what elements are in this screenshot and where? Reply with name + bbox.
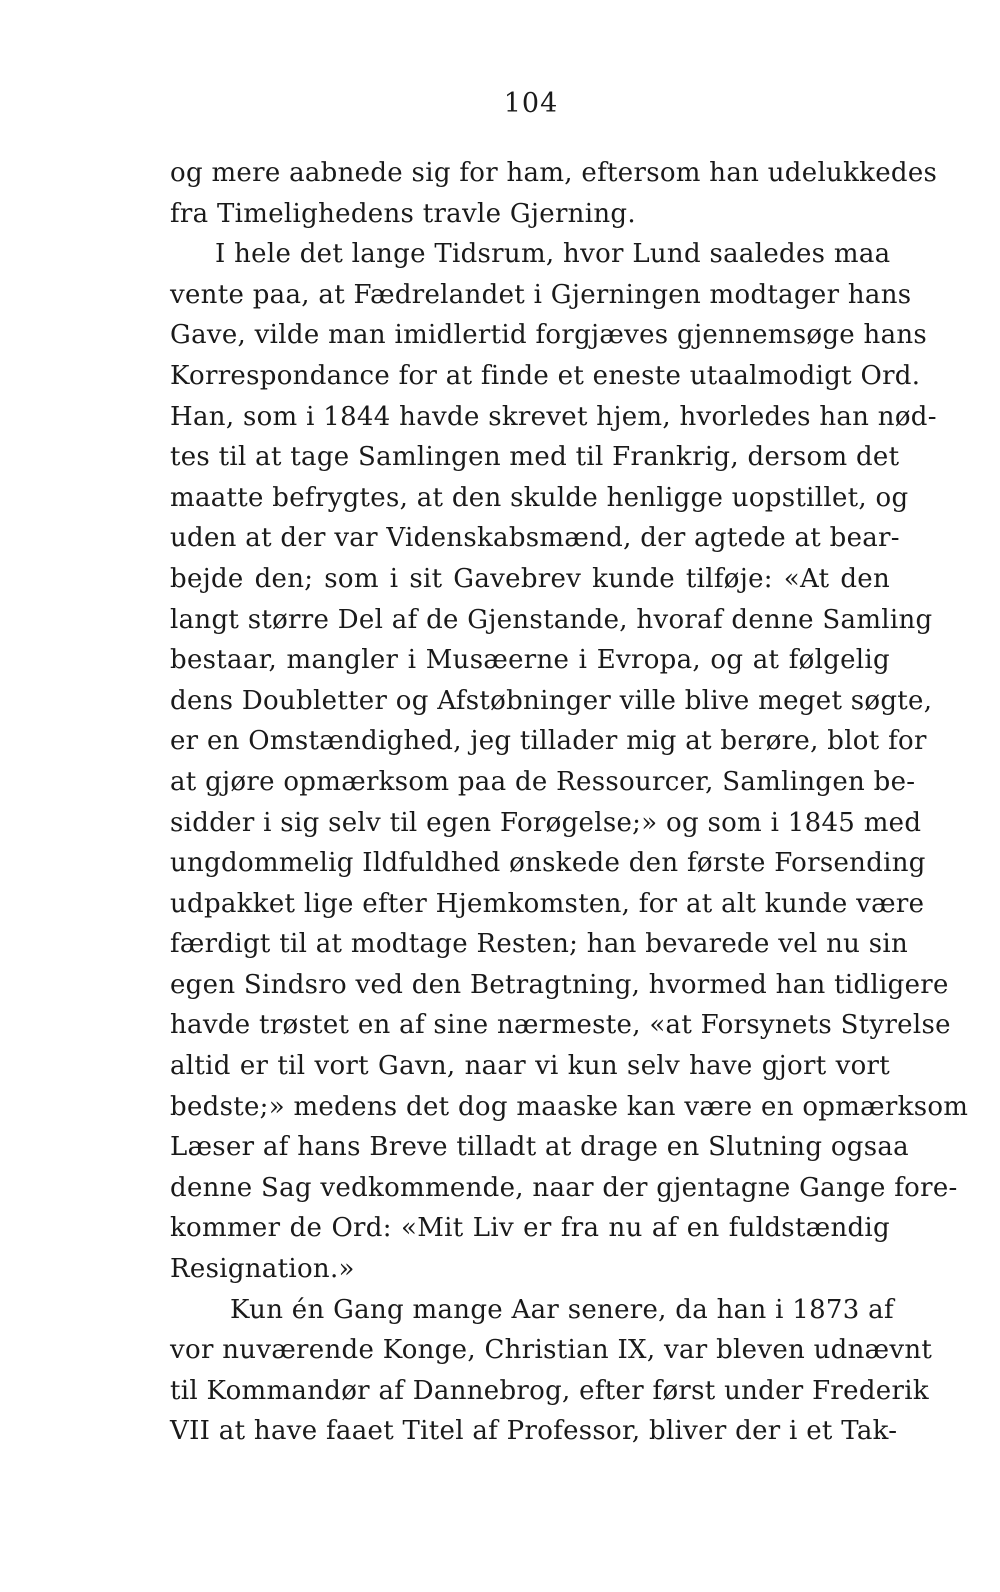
text-line: bestaar, mangler i Musæerne i Evropa, og at følgelig <box>170 645 890 676</box>
text-line: I hele det lange Tidsrum, hvor Lund saaledes maa <box>215 239 891 270</box>
page-number: 104 <box>503 88 559 119</box>
text-line: til Kommandør af Dannebrog, efter først under Frederik <box>170 1375 929 1406</box>
text-line: langt større Del af de Gjenstande, hvoraf denne Samling <box>170 604 933 635</box>
text-line: færdigt til at modtage Resten; han bevarede vel nu sin <box>170 929 909 960</box>
text-line: vente paa, at Fædrelandet i Gjerningen modtager hans <box>170 279 912 310</box>
text-line: udpakket lige efter Hjemkomsten, for at alt kunde være <box>170 888 925 919</box>
text-line: VII at have faaet Titel af Professor, bliver der i et Tak- <box>170 1416 898 1447</box>
text-line: og mere aabnede sig for ham, eftersom han udelukkedes <box>170 158 938 188</box>
text-line: egen Sindsro ved den Betragtning, hvormed han tidligere <box>170 969 949 1000</box>
text-line: er en Omstændighed, jeg tillader mig at berøre, blot for <box>170 726 927 757</box>
text-line: bedste;» medens det dog maaske kan være en opmærksom <box>170 1091 969 1122</box>
text-line: Læser af hans Breve tilladt at drage en Slutning ogsaa <box>170 1132 909 1163</box>
text-line: bejde den; som i sit Gavebrev kunde tilføje: «At den <box>170 563 890 594</box>
text-line: denne Sag vedkommende, naar der gjentagne Gange fore- <box>170 1172 958 1203</box>
text-line: at gjøre opmærksom paa de Ressourcer, Samlingen be- <box>170 766 916 797</box>
body-text <box>170 153 969 1452</box>
text-line: Han, som i 1844 havde skrevet hjem, hvorledes han nød- <box>170 401 937 432</box>
text-line: vor nuværende Konge, Christian IX, var bleven udnævnt <box>170 1335 933 1366</box>
text-line: sidder i sig selv til egen Forøgelse;» og som i 1845 med <box>170 807 922 838</box>
text-line: Kun én Gang mange Aar senere, da han i 1873 af <box>230 1294 894 1325</box>
text-line: uden at der var Videnskabsmænd, der agtede at bear- <box>170 523 900 554</box>
text-line: Resignation.» <box>170 1254 355 1285</box>
text-line: maatte befrygtes, at den skulde henligge uopstillet, og <box>170 482 909 513</box>
text-line: fra Timelighedens travle Gjerning. <box>170 198 636 229</box>
text-line: tes til at tage Samlingen med til Frankrig, dersom det <box>170 442 900 473</box>
text-line: kommer de Ord: «Mit Liv er fra nu af en fuldstændig <box>170 1213 890 1244</box>
text-line: havde trøstet en af sine nærmeste, «at Forsynets Styrelse <box>170 1010 951 1041</box>
text-line: altid er til vort Gavn, naar vi kun selv have gjort vort <box>170 1051 890 1082</box>
text-line: ungdommelig Ildfuldhed ønskede den første Forsending <box>170 848 926 879</box>
text-line: Gave, vilde man imidlertid forgjæves gjennemsøge hans <box>170 320 928 351</box>
text-line: dens Doubletter og Afstøbninger ville blive meget søgte, <box>170 685 933 716</box>
text-line: Korrespondance for at finde et eneste utaalmodigt Ord. <box>170 360 921 391</box>
